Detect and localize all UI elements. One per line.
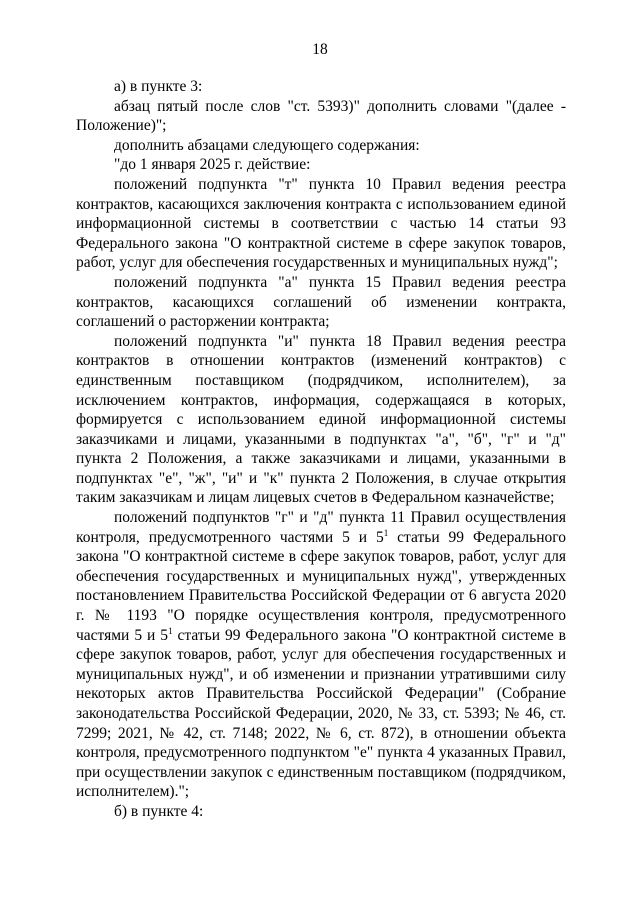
page-number: 18 — [312, 41, 328, 58]
paragraph-control-part-1: положений подпунктов "г" и "д" пункта 11 Правил осуществления контроля, предусмотренного частями 5 и 5 — [76, 509, 566, 546]
paragraph-control-part-2: статьи 99 Федерального закона "О контрактной системе в сфере закупок товаров, работ, услуг для обеспечения государственных и муниципальных нужд", утвержденных постановлением Правительства Российской Федерации от 6 августа 2020 г. № 1193 "О порядке осуществления контроля, предусмотренного частями 5 и 5 — [76, 528, 566, 644]
superscript-1: 1 — [383, 527, 389, 538]
paragraph-control-rules — [76, 508, 566, 802]
superscript-2: 1 — [168, 625, 173, 636]
paragraph-item-b: б) в пункте 4: — [114, 802, 204, 820]
paragraph-subitem-a: положений подпункта "а" пункта 15 Правил ведения реестра контрактов, касающихся соглашений об изменении контракта, соглашений о расторжении контракта; — [76, 273, 566, 331]
paragraph-subitem-i: положений подпункта "и" пункта 18 Правил ведения реестра контрактов в отношении контрактов (изменений контрактов) с единственным поставщиком (подрядчиком, исполнителем), за исключением контрактов, информация, содержащаяся в которых, формируется с использованием единой информационной системы заказчиками и лицами, указанными в подпунктах "а", "б", "г" и "д" пункта 2 Положения, а также заказчиками и лицами, указанными в подпунктах "е", "ж", "и" и "к" пункта 2 Положения, в случае открытия таким заказчикам и лицам лицевых счетов в Федеральном казначействе; — [76, 332, 566, 507]
paragraph-add-abzacy: дополнить абзацами следующего содержания: — [114, 136, 420, 154]
document-body — [76, 77, 566, 822]
paragraph-until-2025: "до 1 января 2025 г. действие: — [114, 156, 311, 174]
paragraph-subitem-t: положений подпункта "т" пункта 10 Правил ведения реестра контрактов, касающихся заключения контракта с использованием единой информационной системы в соответствии с частью 14 статьи 93 Федерального закона "О контрактной системе в сфере закупок товаров, работ, услуг для обеспечения государственных и муниципальных нужд"; — [76, 175, 566, 272]
paragraph-control-part-3: статьи 99 Федерального закона "О контрактной системе в сфере закупок товаров, работ, услуг для обеспечения государственных и муниципальных нужд", и об изменении и признании утратившими силу некоторых актов Правительства Российской Федерации" (Собрание законодательства Российской Федерации, 2020, № 33, ст. 5393; № 46, ст. 7299; 2021, № 42, ст. 7148; 2022, № 6, ст. 872), в отношении объекта контроля, предусмотренного подпунктом "е" пункта 4 указанных Правил, при осуществлении закупок с единственным поставщиком (подрядчиком, исполнителем)."; — [76, 626, 566, 801]
paragraph-abzac-five: абзац пятый после слов "ст. 5393)" дополнить словами "(далее - Положение)"; — [76, 97, 566, 135]
paragraph-item-a: а) в пункте 3: — [114, 78, 203, 95]
